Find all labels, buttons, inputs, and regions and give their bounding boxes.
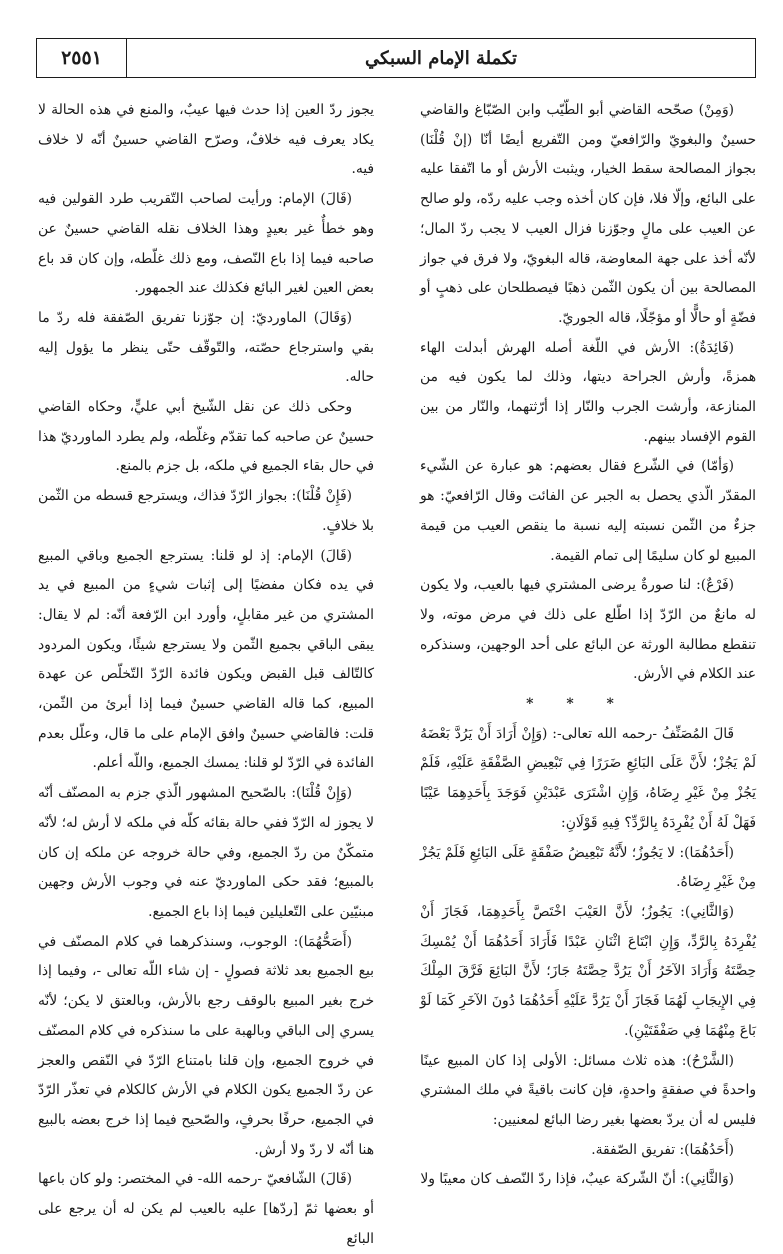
page-header <box>36 38 756 78</box>
paragraph: (فَائِدَةٌ): الأرش في اللّغة أصله الهرش أبدلت الهاء همزةً، وأرش الجراحة ديتها، وذلك لما يكون فيه من المنازعة، وأرشت الجرب والنّار إذا أرّثتهما، والنّار من بين القوم الإفساد بينهم. <box>420 339 756 445</box>
paragraph: (وَقَالَ) الماورديّ: إن جوّزنا تفريق الصّفقة فله ردّ ما بقي واسترجاع حصّته، والتّوقّف حتّى ينظر ما يؤول إليه حاله. <box>38 309 374 386</box>
paragraph: (وَإِنْ قُلْنَا): بالصّحيح المشهور الّذي جزم به المصنّف أنّه لا يجوز له الرّدّ ففي حالة بقائه كلّه في ملكه لا أرش له؛ لأنّه متمكّنٌ من ردّ الجميع، وفي حالة خروجه عن ملكه إن كان بالمبيع؛ فقد حكى الماورديّ عنه في وجوب الأرش وجهين مبنيّين على التّعليلين فيما إذا باع الجميع. <box>38 785 374 920</box>
matn-paragraph: قَالَ المُصَنِّفُ -رحمه الله تعالى-: (وَإِنْ أَرَادَ أَنْ يَرُدَّ بَعْضَهُ لَمْ يَجُزْ؛ لأَنَّ عَلَى البَائِعِ ضَرَرًا فِي تَبْعِيضِ الصَّفْقَةِ عَلَيْهِ، فَلَمْ يَجُزْ مِنْ غَيْرِ رِضَاهُ، وَإِنِ اشْتَرَى عَبْدَيْنِ فَوَجَدَ بِأَحَدِهِمَا عَيْبًا فَهَلْ لَهُ أَنْ يُفْرِدَهُ بِالرَّدِّ؟ فِيهِ قَوْلَانِ: <box>420 725 756 831</box>
paragraph: (فَإِنْ قُلْنَا): بجواز الرّدّ فذاك، ويسترجع قسطه من الثّمن بلا خلافٍ. <box>38 488 374 534</box>
matn-paragraph: (وَالثَّانِي): يَجُوزُ؛ لأَنَّ العَيْبَ اخْتَصَّ بِأَحَدِهِمَا، فَجَازَ أَنْ يُفْرِدَهُ بِالرَّدِّ، وَإِنِ ابْتَاعَ اثْنَانِ عَبْدًا فَأَرَادَ أَحَدُهُمَا أَنْ يُمْسِكَ حِصَّتَهُ وَأَرَادَ الآخَرُ أَنْ يَرُدَّ حِصَّتَهُ جَازَ؛ لأَنَّ البَائِعَ فَرَّقَ المِلْكَ فِي الإِيجَابِ لَهُمَا فَجَازَ أَنْ يَرُدَّ عَلَيْهِ أَحَدُهُمَا دُونَ الآخَرِ كَمَا لَوْ بَاعَ مِنْهُمَا فِي صَفْقَتَيْنِ). <box>420 903 756 1039</box>
paragraph: (قَالَ) الشّافعيّ -رحمه الله- في المختصر: ولو كان باعها أو بعضها ثمّ [ردّها] عليه بالعيب لم يكن له أن يرجع على البائع <box>38 1171 374 1247</box>
paragraph: (قَالَ) الإمام: ورأيت لصاحب التّقريب طرد القولين فيه وهو خطأٌ غير بعيدٍ وهذا الخلاف نقله القاضي حسينٌ عن صاحبه فيما إذا باع النّصف، ومع ذلك غلّطه، وإن كان قد باع بعض العين لغير البائع فكذلك عند الجمهور. <box>38 191 374 297</box>
right-column <box>420 96 756 1188</box>
paragraph: وحكى ذلك عن نقل الشّيخ أبي عليٍّ، وحكاه القاضي حسينٌ عن صاحبه كما تقدّم وغلّطه، ولم يطرد الماورديّ هذا في حال بقاء الجميع في ملكه، بل جزم بالمنع. <box>38 399 374 475</box>
paragraph: يجوز ردّ العين إذا حدث فيها عيبٌ، والمنع في هذه الحالة لا يكاد يعرف فيه خلافٌ، وصرّح القاضي حسينٌ أنّه لا خلاف فيه. <box>38 102 374 178</box>
paragraph: (الشَّرْحُ): هذه ثلاث مسائل: الأولى إذا كان المبيع عينًا واحدةً في صفقةٍ واحدةٍ، فإن كانت باقيةً في ملك المشتري فليس له أن يردّ بعضها بغير رضا البائع لمعنيين: <box>420 1052 756 1128</box>
paragraph: (قَالَ) الإمام: إذ لو قلنا: يسترجع الجميع وباقي المبيع في يده فكان مفضيًا إلى إثبات شيءٍ من المبيع في يد المشتري من غير مقابلٍ، وأورد ابن الرّفعة أنّه: لم لا يقال: يبقى الباقي بجميع الثّمن ولا يسترجع شيئًا، ويكون المردود كالتّالف قبل القبض ويكون فائدة الرّدّ التّخلّص عن عهدة المبيع، كما قاله القاضي حسينٌ فيما إذا أبرئ من الثّمن، قلت: فالقاضي حسينٌ وافق الإمام على ما قال، وعلّل بعدم الفائدة في الرّدّ لو قلنا: يمسك الجميع، واللّه أعلم. <box>38 547 374 772</box>
paragraph: (وَمِنْ) صحّحه القاضي أبو الطّيّب وابن الصّبّاغ والقاضي حسينٌ والبغويّ والرّافعيّ ومن التّفريع أيضًا أنّا (إنْ قُلْنَا) بجواز المصالحة سقط الخيار، ويثبت الأرش أو ما اتّفقا عليه على البائع، وإلّا فلا، فإن كان أخذه وجب عليه ردّه، ولو صالح عن العيب على مالٍ وجوّزنا فزال العيب لا يجب ردّ المال؛ لأنّه أخذ على جهة المعاوضة، قاله البغويّ، ولا فرق في جواز المصالحة بين أن يكون الثّمن ذهبًا فيصطلحان على ذهبٍ أو فضّةٍ أو حالًّا أو مؤجّلًا، قاله الجوريّ. <box>420 102 756 326</box>
paragraph: (أَصَحُّهُمَا): الوجوب، وسنذكرهما في كلام المصنّف في بيع الجميع بعد ثلاثة فصولٍ - إن شاء اللّه تعالى -، وفيما إذا خرج بغير المبيع بالوقف رجع بالأرش، وبالعتق لا يكن؛ لأنّه يسري إلى الباقي وبالهبة على ما سنذكره في كلام المصنّف في خروج الجميع، وإن قلنا بامتناع الرّدّ في النّقص والعجز عن ردّ الجميع يكون الكلام في الأرش كالكلام في تعذّر الرّدّ في الجميع، حرفًا بحرفٍ، والصّحيح فيما إذا خرج بعضه بالبيع هنا أنّه لا ردّ ولا أرش. <box>38 933 374 1158</box>
left-column <box>38 96 374 1247</box>
paragraph: (أَحَدُهُمَا): تفريق الصّفقة. <box>591 1141 734 1158</box>
matn-paragraph: (أَحَدُهُمَا): لا يَجُوزُ؛ لأَنَّهُ تَبْعِيضُ صَفْقَةٍ عَلَى البَائِعِ فَلَمْ يَجُزْ مِنْ غَيْرِ رِضَاهُ. <box>420 844 756 891</box>
paragraph: (فَرْعٌ): لنا صورةٌ يرضى المشتري فيها بالعيب، ولا يكون له مانعٌ من الرّدّ إذا اطّلع على ذلك في مرض موته، ولا تنقطع مطالبة الورثة عن البائع على أحد الوجهين، وسنذكره عند الكلام في الأرش. <box>420 577 756 683</box>
paragraph: (وَأمّا) في الشّرع فقال بعضهم: هو عبارة عن الشّيء المقدّر الّذي يحصل به الجبر عن الفائت وقال الرّافعيّ: هو جزءٌ من الثّمن نسبته إليه نسبة ما ينقص العيب من قيمة المبيع لو كان سليمًا إلى تمام القيمة. <box>420 458 756 564</box>
running-title: تكملة الإمام السبكي <box>365 47 517 69</box>
page-number: ٢٥٥١ <box>37 39 127 77</box>
section-divider-stars: * * * <box>526 696 628 713</box>
paragraph: (وَالثَّانِي): أنّ الشّركة عيبٌ، فإذا ردّ النّصف كان معيبًا ولا <box>420 1171 734 1188</box>
